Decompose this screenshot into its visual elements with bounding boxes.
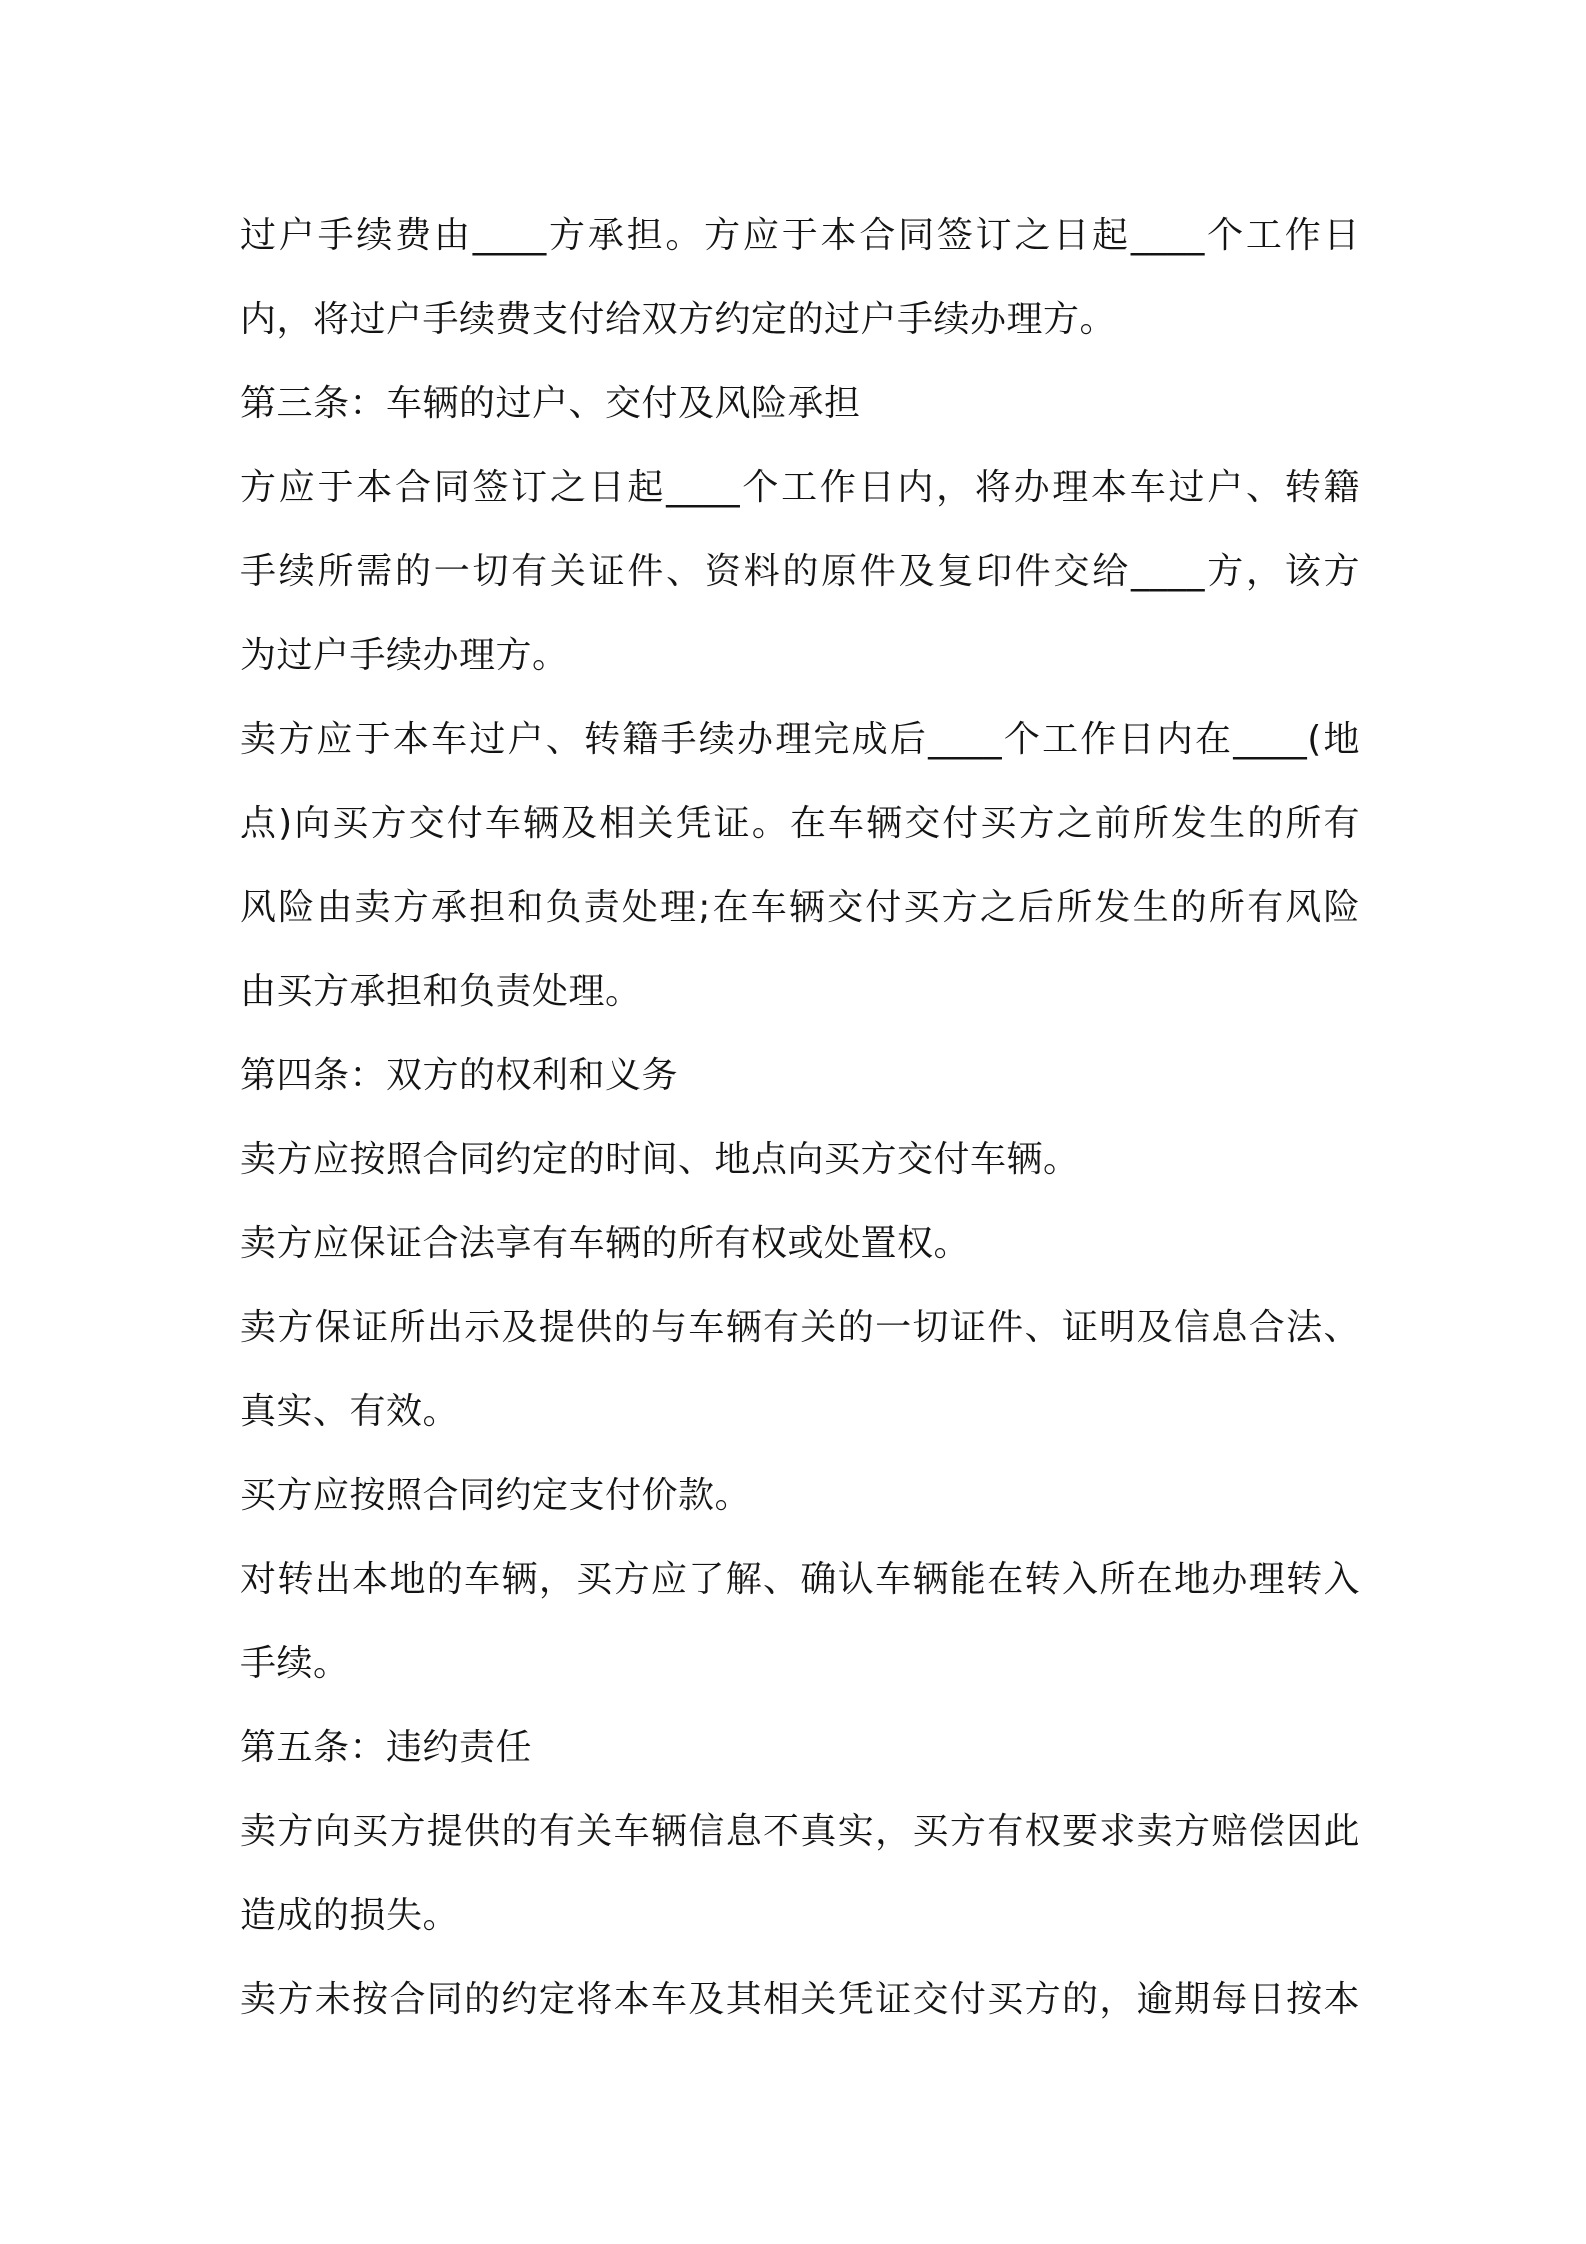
paragraph-line: 内，将过户手续费支付给双方约定的过户手续办理方。 — [240, 299, 1117, 340]
article-heading: 第四条：双方的权利和义务 — [240, 1055, 679, 1096]
paragraph-line: 点)向买方交付车辆及相关凭证。在车辆交付买方之前所发生的所有 — [240, 803, 1360, 844]
paragraph-line: 卖方应按照合同约定的时间、地点向买方交付车辆。 — [240, 1139, 1080, 1180]
paragraph-line: 过户手续费由____方承担。方应于本合同签订之日起____个工作日 — [240, 215, 1360, 256]
paragraph-line: 买方应按照合同约定支付价款。 — [240, 1475, 752, 1516]
article-heading: 第三条：车辆的过户、交付及风险承担 — [240, 383, 861, 424]
paragraph-line: 手续所需的一切有关证件、资料的原件及复印件交给____方，该方 — [240, 551, 1360, 592]
paragraph-line: 卖方保证所出示及提供的与车辆有关的一切证件、证明及信息合法、 — [240, 1307, 1360, 1348]
article-heading: 第五条：违约责任 — [240, 1727, 533, 1768]
paragraph-line: 手续。 — [240, 1643, 350, 1684]
paragraph-line: 卖方应保证合法享有车辆的所有权或处置权。 — [240, 1223, 971, 1264]
paragraph-line: 卖方向买方提供的有关车辆信息不真实，买方有权要求卖方赔偿因此 — [240, 1811, 1360, 1852]
paragraph-line: 卖方未按合同的约定将本车及其相关凭证交付买方的，逾期每日按本 — [240, 1979, 1360, 2020]
paragraph-line: 对转出本地的车辆，买方应了解、确认车辆能在转入所在地办理转入 — [240, 1559, 1360, 1600]
contract-text-body — [240, 194, 1360, 2042]
paragraph-line: 风险由卖方承担和负责处理;在车辆交付买方之后所发生的所有风险 — [240, 887, 1360, 928]
paragraph-line: 由买方承担和负责处理。 — [240, 971, 642, 1012]
paragraph-line: 为过户手续办理方。 — [240, 635, 569, 676]
paragraph-line: 卖方应于本车过户、转籍手续办理完成后____个工作日内在____(地 — [240, 719, 1360, 760]
paragraph-line: 真实、有效。 — [240, 1391, 460, 1432]
paragraph-line: 造成的损失。 — [240, 1895, 460, 1936]
paragraph-line: 方应于本合同签订之日起____个工作日内，将办理本车过户、转籍 — [240, 467, 1360, 508]
